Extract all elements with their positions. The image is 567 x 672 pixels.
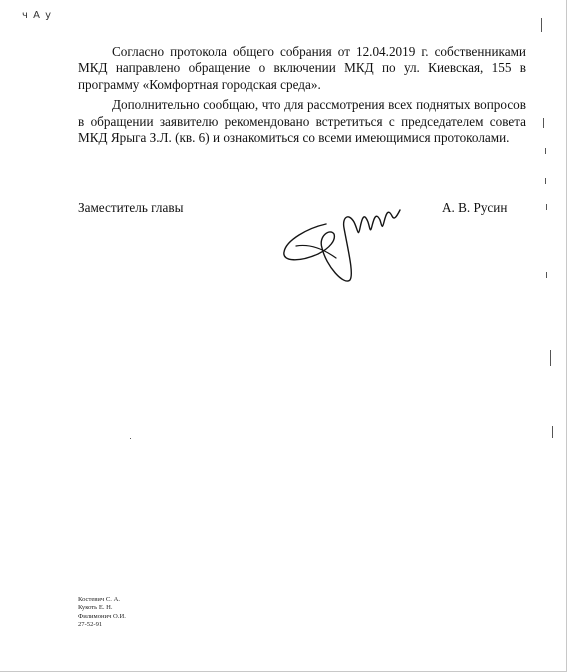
executor-line: Филимонич О.И. bbox=[78, 612, 126, 620]
body-paragraph-2: Дополнительно сообщаю, что для рассмотрения всех поднятых вопросов в обращении заявителю рекомендовано встретиться с председателем совета МКД Ярыга З.Л. (кв. 6) и ознакомиться со всеми имеющимися протоколами. bbox=[78, 97, 526, 146]
scan-speck bbox=[545, 148, 546, 154]
scan-speck bbox=[546, 272, 547, 278]
scan-speck bbox=[546, 204, 547, 210]
signatory-name: А. В. Русин bbox=[442, 200, 508, 215]
letter-body bbox=[78, 44, 526, 146]
scan-speck bbox=[541, 18, 542, 32]
executor-line: Кукоть Е. Н. bbox=[78, 604, 113, 612]
executor-line: Костевич С. А. bbox=[78, 596, 120, 603]
signatory-title: Заместитель главы bbox=[78, 200, 184, 215]
scan-speck bbox=[552, 426, 553, 438]
scan-speck bbox=[130, 438, 131, 439]
body-paragraph-1: Согласно протокола общего собрания от 12.04.2019 г. собственниками МКД направлено обращение о включении МКД по ул. Киевская, 155 в программу «Комфортная городская среда». bbox=[78, 44, 526, 92]
scan-speck bbox=[545, 178, 546, 184]
scan-speck bbox=[550, 350, 551, 366]
corner-handwritten-mark: ч А у bbox=[22, 10, 53, 21]
executors-list bbox=[78, 596, 126, 629]
scan-speck bbox=[543, 118, 544, 128]
handwritten-signature-icon bbox=[278, 188, 418, 298]
executor-phone: 27-52-91 bbox=[78, 620, 103, 628]
